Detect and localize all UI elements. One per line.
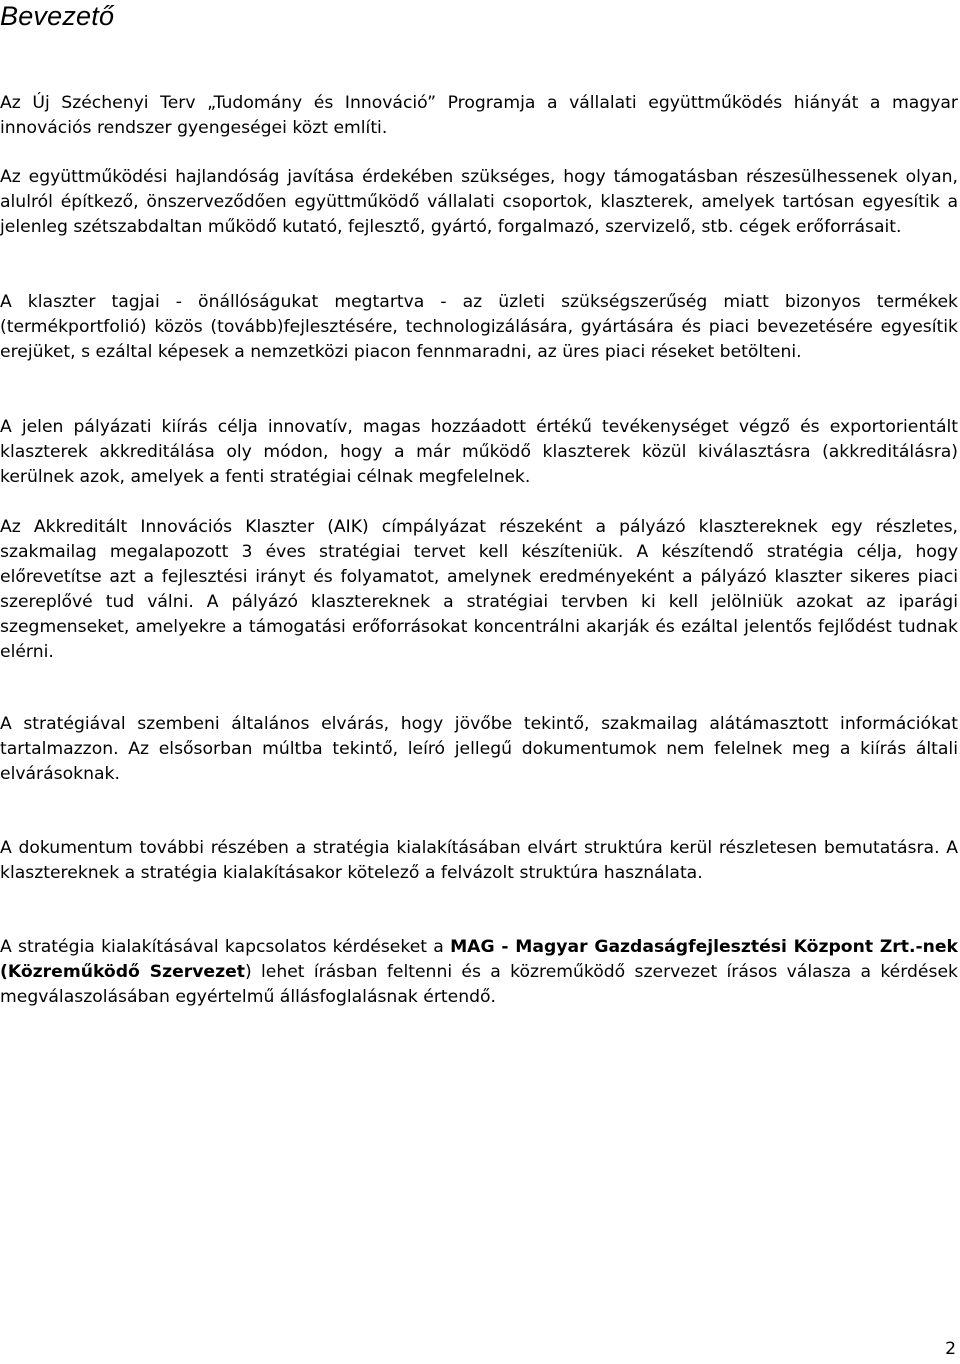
paragraph-contact xyxy=(0,935,958,1010)
page-number: 2 xyxy=(945,1339,956,1359)
contact-text-after: ) lehet írásban feltenni és a közreműködő szervezet írásos válasza a kérdések megválaszolásában egyértelmű állásfoglalásnak értendő. xyxy=(0,962,958,1007)
paragraph-cooperation: Az együttműködési hajlandóság javítása érdekében szükséges, hogy támogatásban részesülhessenek olyan, alulról építkező, önszerveződően együttműködő vállalati csoportok, klaszterek, amelyek tartósan egyesítik a jelenleg szétszabdaltan működő kutató, fejlesztő, gyártó, forgalmazó, szervizelő, stb. cégek erőforrásait. xyxy=(0,167,958,237)
paragraph-intro: Az Új Széchenyi Terv „Tudomány és Innováció” Programja a vállalati együttműködés hiányát a magyar innovációs rendszer gyengeségei közt említi. xyxy=(0,93,958,138)
paragraph-structure: A dokumentum további részében a stratégia kialakításában elvárt struktúra kerül részletesen bemutatásra. A klasztereknek a stratégia kialakításakor kötelező a felvázolt struktúra használata. xyxy=(0,838,958,883)
contact-organization: MAG - Magyar Gazdaságfejlesztési Központ Zrt.-nek (Közreműködő Szervezet xyxy=(0,937,958,982)
section-heading: Bevezető xyxy=(0,1,115,31)
contact-text-before: A stratégia kialakításával kapcsolatos kérdéseket a xyxy=(0,937,451,957)
paragraph-call-purpose: A jelen pályázati kiírás célja innovatív, magas hozzáadott értékű tevékenységet végző és exportorientált klaszterek akkreditálása oly módon, hogy a már működő klaszterek közül kiválasztásra (akkreditálásra) kerülnek azok, amelyek a fenti stratégiai célnak megfelelnek. xyxy=(0,417,958,487)
paragraph-expectations: A stratégiával szembeni általános elvárás, hogy jövőbe tekintő, szakmailag alátámasztott információkat tartalmazzon. Az elsősorban múltba tekintő, leíró jellegű dokumentumok nem felelnek meg a kiírás általi elvárásoknak. xyxy=(0,714,958,784)
paragraph-cluster-members: A klaszter tagjai - önállóságukat megtartva - az üzleti szükségszerűség miatt bizonyos termékek (termékportfolió) közös (tovább)fejlesztésére, technologizálására, gyártására és piaci bevezetésére egyesítik erejüket, s ezáltal képesek a nemzetközi piacon fennmaradni, az üres piaci réseket betölteni. xyxy=(0,292,958,362)
paragraph-aik-strategy: Az Akkreditált Innovációs Klaszter (AIK) címpályázat részeként a pályázó klasztereknek egy részletes, szakmailag megalapozott 3 éves stratégiai tervet kell készíteniük. A készítendő stratégia célja, hogy előrevetítse azt a fejlesztési irányt és folyamatot, amelynek eredményeként a pályázó klaszter sikeres piaci szereplővé tud válni. A pályázó klasztereknek a stratégiai tervben ki kell jelölniük azokat az iparági szegmenseket, amelyekre a támogatási erőforrásokat koncentrálni akarják és ezáltal jelentős fejlődést tudnak elérni. xyxy=(0,517,958,662)
